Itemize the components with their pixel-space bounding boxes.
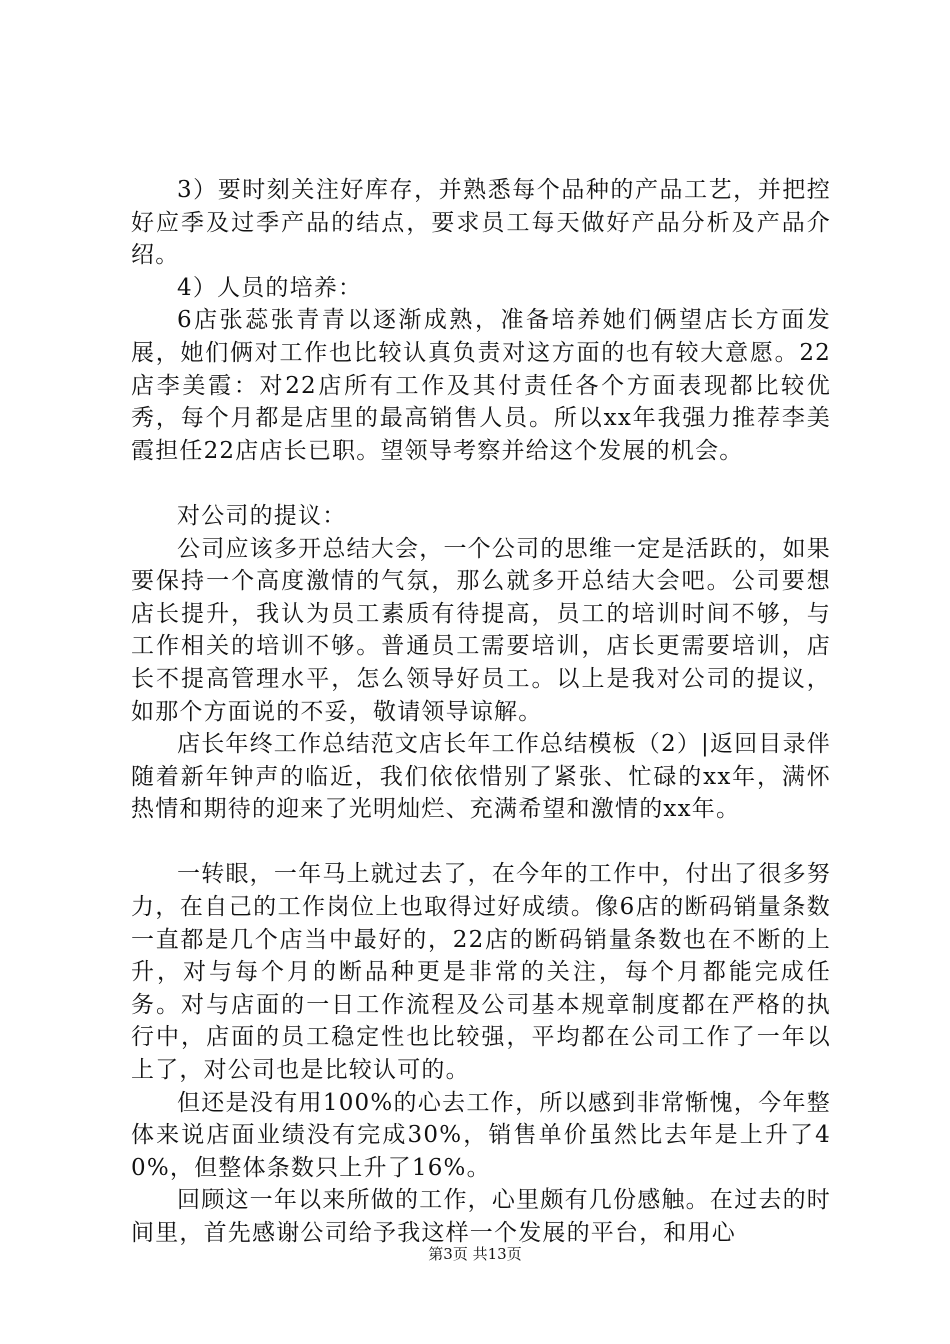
document-body [131, 174, 831, 1250]
paragraph-reflection: 回顾这一年以来所做的工作，心里颇有几份感触。在过去的时间里，首先感谢公司给予我这样一个发展的平台，和用心 [131, 1187, 831, 1246]
paragraph-performance: 但还是没有用100%的心去工作，所以感到非常惭愧，今年整体来说店面业绩没有完成30%，销售单价虽然比去年是上升了40%，但整体条数只上升了16%。 [131, 1089, 831, 1181]
paragraph-suggestions-heading: 对公司的提议： [177, 502, 347, 529]
paragraph-staff-training-heading: 4）人员的培养： [177, 274, 363, 301]
paragraph-suggestions: 公司应该多开总结大会，一个公司的思维一定是活跃的，如果要保持一个高度激情的气氛，那么就多开总结大会吧。公司要想店长提升，我认为员工素质有待提高，员工的培训时间不够，与工作相关的培训不够。普通员工需要培训，店长更需要培训，店长不提高管理水平，怎么领导好员工。以上是我对公司的提议，如那个方面说的不妥，敬请领导谅解。 [131, 535, 831, 725]
paragraph-year-review: 一转眼，一年马上就过去了，在今年的工作中，付出了很多努力，在自己的工作岗位上也取得过好成绩。像6店的断码销量条数一直都是几个店当中最好的，22店的断码销量条数也在不断的上升，对与每个月的断品种更是非常的关注，每个月都能完成任务。对与店面的一日工作流程及公司基本规章制度都在严格的执行中，店面的员工稳定性也比较强，平均都在公司工作了一年以上了，对公司也是比较认可的。 [131, 861, 831, 1084]
paragraph-inventory: 3）要时刻关注好库存，并熟悉每个品种的产品工艺，并把控好应季及过季产品的结点，要求员工每天做好产品分析及产品介绍。 [131, 177, 831, 269]
page-number-footer: 第3页 共13页 [428, 1245, 522, 1263]
paragraph-spacer [131, 467, 831, 500]
paragraph-spacer [131, 826, 831, 859]
paragraph-template-intro: 店长年终工作总结范文店长年工作总结模板（2）|返回目录伴随着新年钟声的临近，我们依依惜别了紧张、忙碌的xx年，满怀热情和期待的迎来了光明灿烂、充满希望和激情的xx年。 [131, 731, 831, 823]
paragraph-staff-training: 6店张蕊张青青以逐渐成熟，准备培养她们俩望店长方面发展，她们俩对工作也比较认真负责对这方面的也有较大意愿。22店李美霞：对22店所有工作及其付责任各个方面表现都比较优秀，每个月都是店里的最高销售人员。所以xx年我强力推荐李美霞担任22店店长已职。望领导考察并给这个发展的机会。 [131, 307, 831, 464]
